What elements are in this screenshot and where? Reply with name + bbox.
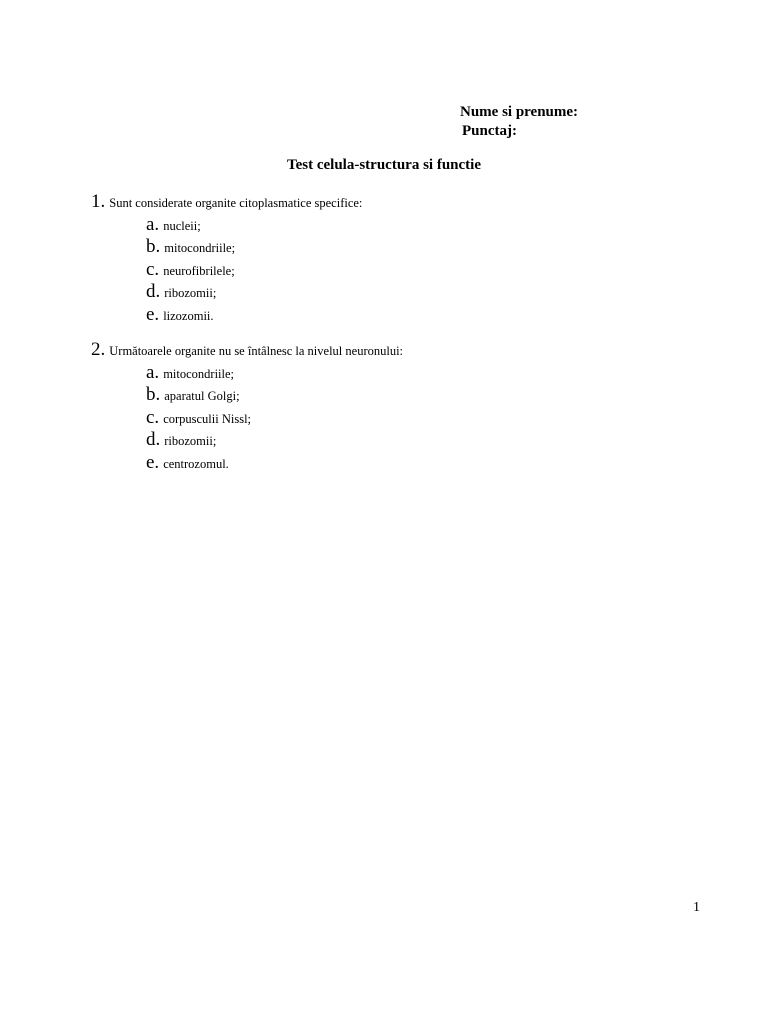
option-item — [146, 304, 214, 326]
option-item — [146, 362, 234, 384]
option-text: lizozomii. — [163, 309, 214, 323]
option-item — [146, 281, 216, 303]
option-text: mitocondriile; — [163, 367, 235, 381]
question-text: Sunt considerate organite citoplasmatice specifice: — [109, 196, 363, 210]
option-item — [146, 452, 229, 474]
option-item — [146, 429, 216, 451]
question-number: 2. — [91, 339, 106, 360]
question-number: 1. — [91, 191, 106, 212]
option-letter: c. — [146, 407, 160, 428]
question-text: Următoarele organite nu se întâlnesc la nivelul neuronului: — [109, 344, 404, 358]
option-text: ribozomii; — [164, 434, 217, 448]
option-letter: d. — [146, 429, 161, 450]
option-text: ribozomii; — [164, 286, 217, 300]
question-1 — [91, 191, 362, 213]
option-text: nucleii; — [163, 219, 201, 233]
option-letter: e. — [146, 304, 160, 325]
option-letter: e. — [146, 452, 160, 473]
option-text: aparatul Golgi; — [164, 389, 240, 403]
option-letter: b. — [146, 384, 161, 405]
page-number: 1 — [693, 900, 700, 915]
option-letter: c. — [146, 259, 160, 280]
name-field-label: Nume si prenume: — [460, 104, 579, 120]
option-text: mitocondriile; — [164, 241, 236, 255]
option-item — [146, 236, 235, 258]
option-letter: a. — [146, 214, 160, 235]
option-text: neurofibrilele; — [163, 264, 235, 278]
option-item — [146, 384, 240, 406]
option-item — [146, 214, 201, 236]
option-letter: a. — [146, 362, 160, 383]
option-text: corpusculii Nissl; — [163, 412, 252, 426]
option-letter: d. — [146, 281, 161, 302]
option-item — [146, 407, 251, 429]
test-title: Test celula-structura si functie — [286, 157, 481, 173]
option-item — [146, 259, 235, 281]
score-field-label: Punctaj: — [462, 123, 517, 139]
option-text: centrozomul. — [163, 457, 229, 471]
question-2 — [91, 339, 403, 361]
option-letter: b. — [146, 236, 161, 257]
